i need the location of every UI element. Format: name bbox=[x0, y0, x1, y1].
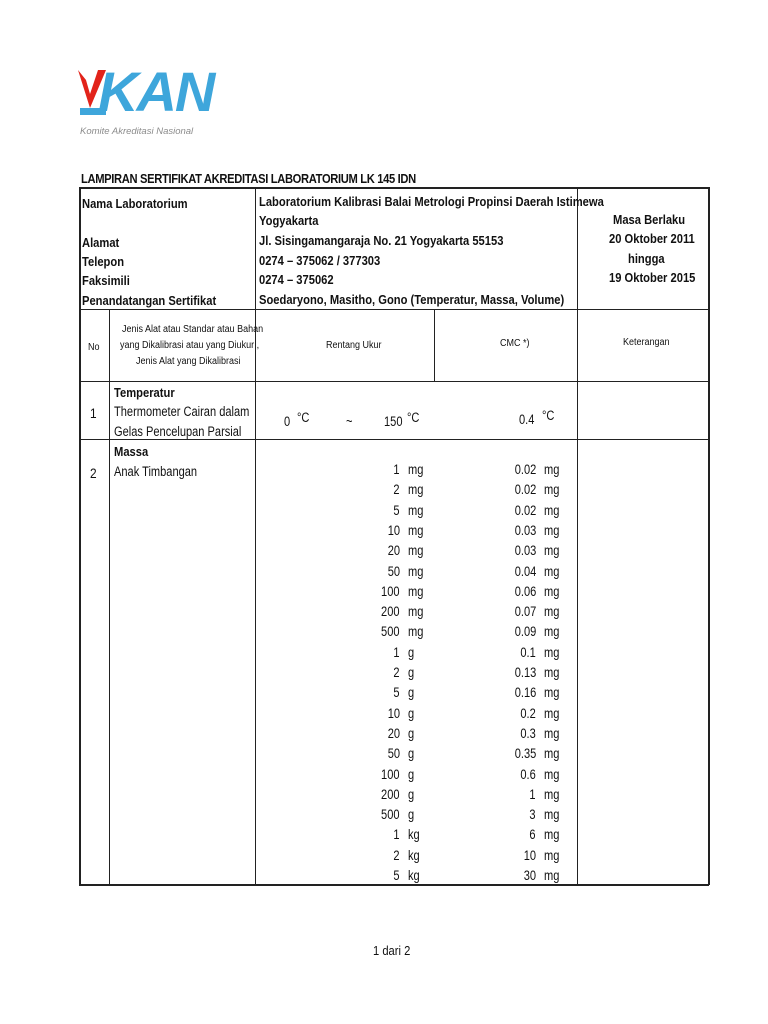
mass-cmc-value: 10 bbox=[523, 848, 536, 863]
temp-range-to-unit: °C bbox=[407, 410, 420, 425]
mass-range-value: 2 bbox=[393, 848, 400, 863]
mass-range-value: 1 bbox=[393, 827, 400, 842]
mass-range-value: 100 bbox=[381, 767, 400, 782]
mass-range-unit: mg bbox=[408, 584, 424, 599]
label-address: Alamat bbox=[82, 235, 120, 250]
mass-cmc-unit: mg bbox=[544, 584, 560, 599]
mass-cmc-value: 0.02 bbox=[514, 462, 536, 477]
mass-range-value: 10 bbox=[387, 706, 400, 721]
header-no: No bbox=[88, 342, 100, 353]
mass-range-value: 5 bbox=[393, 503, 400, 518]
table-bottom-border bbox=[79, 884, 709, 886]
mass-range-value: 20 bbox=[387, 543, 400, 558]
validity-start: 20 Oktober 2011 bbox=[609, 231, 695, 246]
mass-range-value: 1 bbox=[393, 462, 400, 477]
info-bottom-border bbox=[79, 309, 709, 310]
mass-range-unit: g bbox=[408, 726, 415, 741]
header-remarks: Keterangan bbox=[623, 337, 670, 348]
header-instrument-line3: Jenis Alat yang Dikalibrasi bbox=[136, 356, 241, 367]
mass-cmc-value: 1 bbox=[529, 787, 536, 802]
lab-phone: 0274 – 375062 / 377303 bbox=[259, 253, 381, 268]
mass-range-value: 50 bbox=[387, 746, 400, 761]
mass-cmc-value: 0.03 bbox=[514, 523, 536, 538]
mass-cmc-unit: mg bbox=[544, 482, 560, 497]
mass-range-unit: kg bbox=[408, 848, 420, 863]
mass-range-unit: kg bbox=[408, 868, 420, 883]
mass-range-unit: g bbox=[408, 807, 415, 822]
mass-cmc-value: 0.02 bbox=[514, 482, 536, 497]
mass-range-value: 5 bbox=[393, 868, 400, 883]
mass-cmc-unit: mg bbox=[544, 726, 560, 741]
temperature-bottom-border bbox=[79, 439, 709, 440]
mass-cmc-value: 0.09 bbox=[514, 624, 536, 639]
temperature-item-line1: Thermometer Cairan dalam bbox=[114, 404, 250, 419]
label-phone: Telepon bbox=[82, 254, 125, 269]
mass-cmc-unit: mg bbox=[544, 462, 560, 477]
mass-range-unit: g bbox=[408, 645, 415, 660]
mass-cmc-value: 0.2 bbox=[520, 706, 536, 721]
mass-range-unit: mg bbox=[408, 482, 424, 497]
mass-range-unit: mg bbox=[408, 564, 424, 579]
mass-cmc-unit: mg bbox=[544, 685, 560, 700]
temp-range-from: 0 bbox=[284, 414, 291, 429]
label-signatory: Penandatangan Sertifikat bbox=[82, 293, 217, 308]
page-number: 1 dari 2 bbox=[373, 943, 411, 958]
category-temperature: Temperatur bbox=[114, 385, 175, 400]
mass-cmc-value: 0.16 bbox=[514, 685, 536, 700]
mass-range-value: 200 bbox=[381, 787, 400, 802]
mass-cmc-value: 0.07 bbox=[514, 604, 536, 619]
mass-cmc-value: 0.35 bbox=[514, 746, 536, 761]
temp-range-to: 150 bbox=[384, 414, 403, 429]
mass-cmc-unit: mg bbox=[544, 564, 560, 579]
mass-cmc-unit: mg bbox=[544, 604, 560, 619]
mass-cmc-unit: mg bbox=[544, 848, 560, 863]
temp-cmc: 0.4 bbox=[519, 412, 535, 427]
mass-range-value: 100 bbox=[381, 584, 400, 599]
mass-cmc-value: 0.06 bbox=[514, 584, 536, 599]
validity-label: Masa Berlaku bbox=[613, 212, 686, 227]
header-range: Rentang Ukur bbox=[326, 340, 382, 351]
validity-end: 19 Oktober 2015 bbox=[609, 270, 696, 285]
mass-range-value: 1 bbox=[393, 645, 400, 660]
mass-cmc-unit: mg bbox=[544, 543, 560, 558]
mass-cmc-value: 0.1 bbox=[520, 645, 536, 660]
mass-range-unit: g bbox=[408, 767, 415, 782]
mass-range-unit: g bbox=[408, 787, 415, 802]
lab-signatories: Soedaryono, Masitho, Gono (Temperatur, Massa, Volume) bbox=[259, 292, 565, 307]
info-divider bbox=[255, 187, 256, 310]
mass-cmc-unit: mg bbox=[544, 868, 560, 883]
mass-cmc-value: 0.03 bbox=[514, 543, 536, 558]
document-title: LAMPIRAN SERTIFIKAT AKREDITASI LABORATORIUM LK 145 IDN bbox=[81, 171, 416, 186]
no-divider bbox=[109, 309, 110, 885]
mass-cmc-value: 0.02 bbox=[514, 503, 536, 518]
mass-cmc-value: 6 bbox=[529, 827, 536, 842]
mass-cmc-unit: mg bbox=[544, 523, 560, 538]
label-fax: Faksimili bbox=[82, 273, 130, 288]
mass-range-value: 500 bbox=[381, 807, 400, 822]
mass-cmc-unit: mg bbox=[544, 706, 560, 721]
temperature-item-line2: Gelas Pencelupan Parsial bbox=[114, 424, 242, 439]
mass-range-value: 20 bbox=[387, 726, 400, 741]
temp-cmc-unit: °C bbox=[542, 408, 555, 423]
temp-range-separator: ~ bbox=[346, 414, 353, 429]
mass-range-value: 200 bbox=[381, 604, 400, 619]
header-bottom-border bbox=[79, 381, 709, 382]
mass-cmc-unit: mg bbox=[544, 645, 560, 660]
mass-cmc-unit: mg bbox=[544, 624, 560, 639]
mass-range-unit: mg bbox=[408, 604, 424, 619]
mass-range-unit: g bbox=[408, 665, 415, 680]
temp-range-from-unit: °C bbox=[297, 410, 310, 425]
mass-range-value: 2 bbox=[393, 482, 400, 497]
mass-item: Anak Timbangan bbox=[114, 464, 198, 479]
remarks-divider bbox=[577, 187, 578, 885]
range-divider bbox=[434, 309, 435, 382]
mass-cmc-unit: mg bbox=[544, 827, 560, 842]
kan-logo bbox=[76, 60, 214, 142]
header-cmc: CMC *) bbox=[500, 338, 530, 349]
lab-fax: 0274 – 375062 bbox=[259, 272, 334, 287]
label-lab-name: Nama Laboratorium bbox=[82, 196, 188, 211]
mass-cmc-value: 0.6 bbox=[520, 767, 536, 782]
mass-range-value: 500 bbox=[381, 624, 400, 639]
lab-address: Jl. Sisingamangaraja No. 21 Yogyakarta 55153 bbox=[259, 233, 504, 248]
row-no-1: 1 bbox=[90, 405, 97, 421]
mass-cmc-value: 30 bbox=[523, 868, 536, 883]
table-left-border bbox=[79, 187, 81, 885]
kan-logo-subtitle: Komite Akreditasi Nasional bbox=[80, 126, 194, 137]
kan-logo-text: KAN bbox=[98, 60, 214, 123]
instrument-divider bbox=[255, 309, 256, 885]
mass-range-unit: mg bbox=[408, 543, 424, 558]
mass-range-value: 50 bbox=[387, 564, 400, 579]
mass-cmc-unit: mg bbox=[544, 767, 560, 782]
mass-cmc-unit: mg bbox=[544, 746, 560, 761]
mass-cmc-unit: mg bbox=[544, 503, 560, 518]
mass-range-value: 5 bbox=[393, 685, 400, 700]
mass-range-unit: g bbox=[408, 685, 415, 700]
mass-cmc-unit: mg bbox=[544, 665, 560, 680]
header-instrument-line2: yang Dikalibrasi atau yang Diukur , bbox=[120, 340, 260, 351]
table-right-border bbox=[708, 187, 710, 885]
mass-range-unit: kg bbox=[408, 827, 420, 842]
mass-range-value: 2 bbox=[393, 665, 400, 680]
table-top-border bbox=[79, 187, 709, 189]
row-no-2: 2 bbox=[90, 465, 97, 481]
mass-cmc-value: 0.04 bbox=[514, 564, 536, 579]
lab-name-line1: Laboratorium Kalibrasi Balai Metrologi Propinsi Daerah Istimewa bbox=[259, 194, 604, 209]
mass-cmc-unit: mg bbox=[544, 807, 560, 822]
mass-range-unit: mg bbox=[408, 624, 424, 639]
mass-cmc-unit: mg bbox=[544, 787, 560, 802]
mass-range-unit: mg bbox=[408, 503, 424, 518]
category-mass: Massa bbox=[114, 444, 149, 459]
mass-range-unit: g bbox=[408, 746, 415, 761]
mass-range-unit: mg bbox=[408, 462, 424, 477]
mass-range-unit: mg bbox=[408, 523, 424, 538]
header-instrument-line1: Jenis Alat atau Standar atau Bahan bbox=[122, 324, 264, 335]
mass-range-value: 10 bbox=[387, 523, 400, 538]
mass-cmc-value: 0.3 bbox=[520, 726, 536, 741]
mass-cmc-value: 3 bbox=[529, 807, 536, 822]
mass-cmc-value: 0.13 bbox=[514, 665, 536, 680]
lab-name-line2: Yogyakarta bbox=[259, 213, 319, 228]
validity-until: hingga bbox=[628, 251, 665, 266]
mass-range-unit: g bbox=[408, 706, 415, 721]
